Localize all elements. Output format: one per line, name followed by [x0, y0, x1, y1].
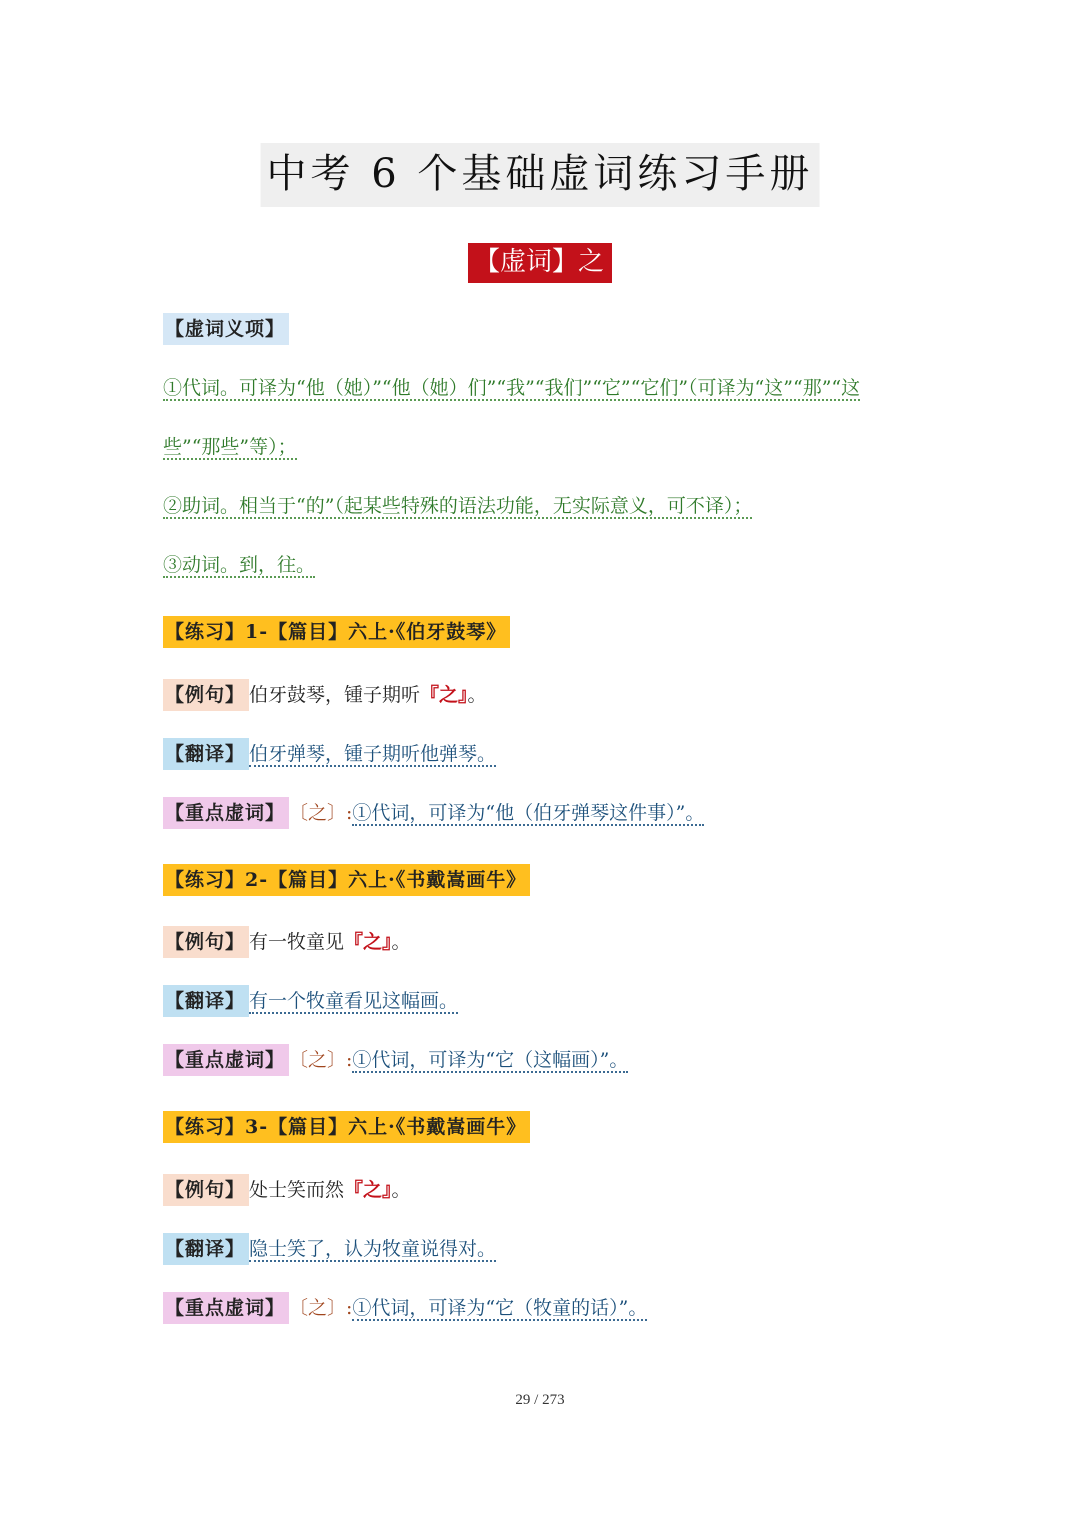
example-label: 【例句】	[163, 926, 249, 958]
section-badge: 【虚词】之	[468, 243, 612, 283]
exercise-1-keyword	[163, 797, 704, 829]
example-keyword: 『之』	[344, 931, 392, 953]
meaning-text: ②助词。相当于“的”（起某些特殊的语法功能，无实际意义，可不译）；	[163, 495, 753, 517]
exercise-1-translation	[163, 738, 496, 770]
keyword-bracket: 〔之〕:	[289, 802, 353, 824]
meaning-text: 些”“那些”等）；	[163, 436, 297, 458]
exercise-header: 【练习】2-【篇目】六上·《书戴嵩画牛》	[163, 864, 530, 896]
meaning-item-2	[163, 490, 752, 522]
exercise-header-1	[163, 616, 510, 648]
keyword-definition: ①代词，可译为“他（伯牙弹琴这件事）”。	[352, 802, 705, 824]
example-end: 。	[391, 931, 411, 953]
exercise-2-example	[163, 926, 411, 958]
example-text: 处士笑而然	[249, 1179, 345, 1201]
page-title: 中考 6 个基础虚词练习手册	[261, 143, 820, 207]
keyword-definition: ①代词，可译为“它（这幅画）”。	[352, 1049, 629, 1071]
example-label: 【例句】	[163, 679, 249, 711]
exercise-header-3	[163, 1111, 530, 1143]
keyword-label: 【重点虚词】	[163, 1292, 289, 1324]
meanings-label: 【虚词义项】	[163, 313, 289, 345]
keyword-bracket: 〔之〕:	[289, 1049, 353, 1071]
exercise-1-example	[163, 679, 487, 711]
example-end: 。	[467, 684, 487, 706]
example-text: 有一牧童见	[249, 931, 345, 953]
exercise-3-translation	[163, 1233, 496, 1265]
translation-label: 【翻译】	[163, 738, 249, 770]
page-number: 29 / 273	[515, 1392, 565, 1408]
keyword-bracket: 〔之〕:	[289, 1297, 353, 1319]
meaning-text: ③动词。到，往。	[163, 554, 316, 576]
meaning-item-1-line-1	[163, 372, 860, 404]
meaning-item-1-line-2	[163, 431, 297, 463]
example-label: 【例句】	[163, 1174, 249, 1206]
exercise-header: 【练习】3-【篇目】六上·《书戴嵩画牛》	[163, 1111, 530, 1143]
translation-label: 【翻译】	[163, 1233, 249, 1265]
exercise-2-translation	[163, 985, 458, 1017]
exercise-header-2	[163, 864, 530, 896]
translation-text: 隐士笑了，认为牧童说得对。	[249, 1238, 497, 1260]
exercise-3-keyword	[163, 1292, 647, 1324]
example-keyword: 『之』	[420, 684, 468, 706]
keyword-label: 【重点虚词】	[163, 1044, 289, 1076]
example-text: 伯牙鼓琴，锺子期听	[249, 684, 421, 706]
meaning-item-3	[163, 549, 315, 581]
keyword-label: 【重点虚词】	[163, 797, 289, 829]
example-end: 。	[391, 1179, 411, 1201]
translation-text: 有一个牧童看见这幅画。	[249, 990, 459, 1012]
translation-text: 伯牙弹琴，锺子期听他弹琴。	[249, 743, 497, 765]
exercise-header: 【练习】1-【篇目】六上·《伯牙鼓琴》	[163, 616, 510, 648]
exercise-2-keyword	[163, 1044, 628, 1076]
exercise-3-example	[163, 1174, 411, 1206]
example-keyword: 『之』	[344, 1179, 392, 1201]
meanings-heading	[163, 313, 289, 345]
meaning-text: ①代词。可译为“他（她）”“他（她）们”“我”“我们”“它”“它们”（可译为“这”“那”“这	[163, 377, 861, 399]
translation-label: 【翻译】	[163, 985, 249, 1017]
keyword-definition: ①代词，可译为“它（牧童的话）”。	[352, 1297, 648, 1319]
